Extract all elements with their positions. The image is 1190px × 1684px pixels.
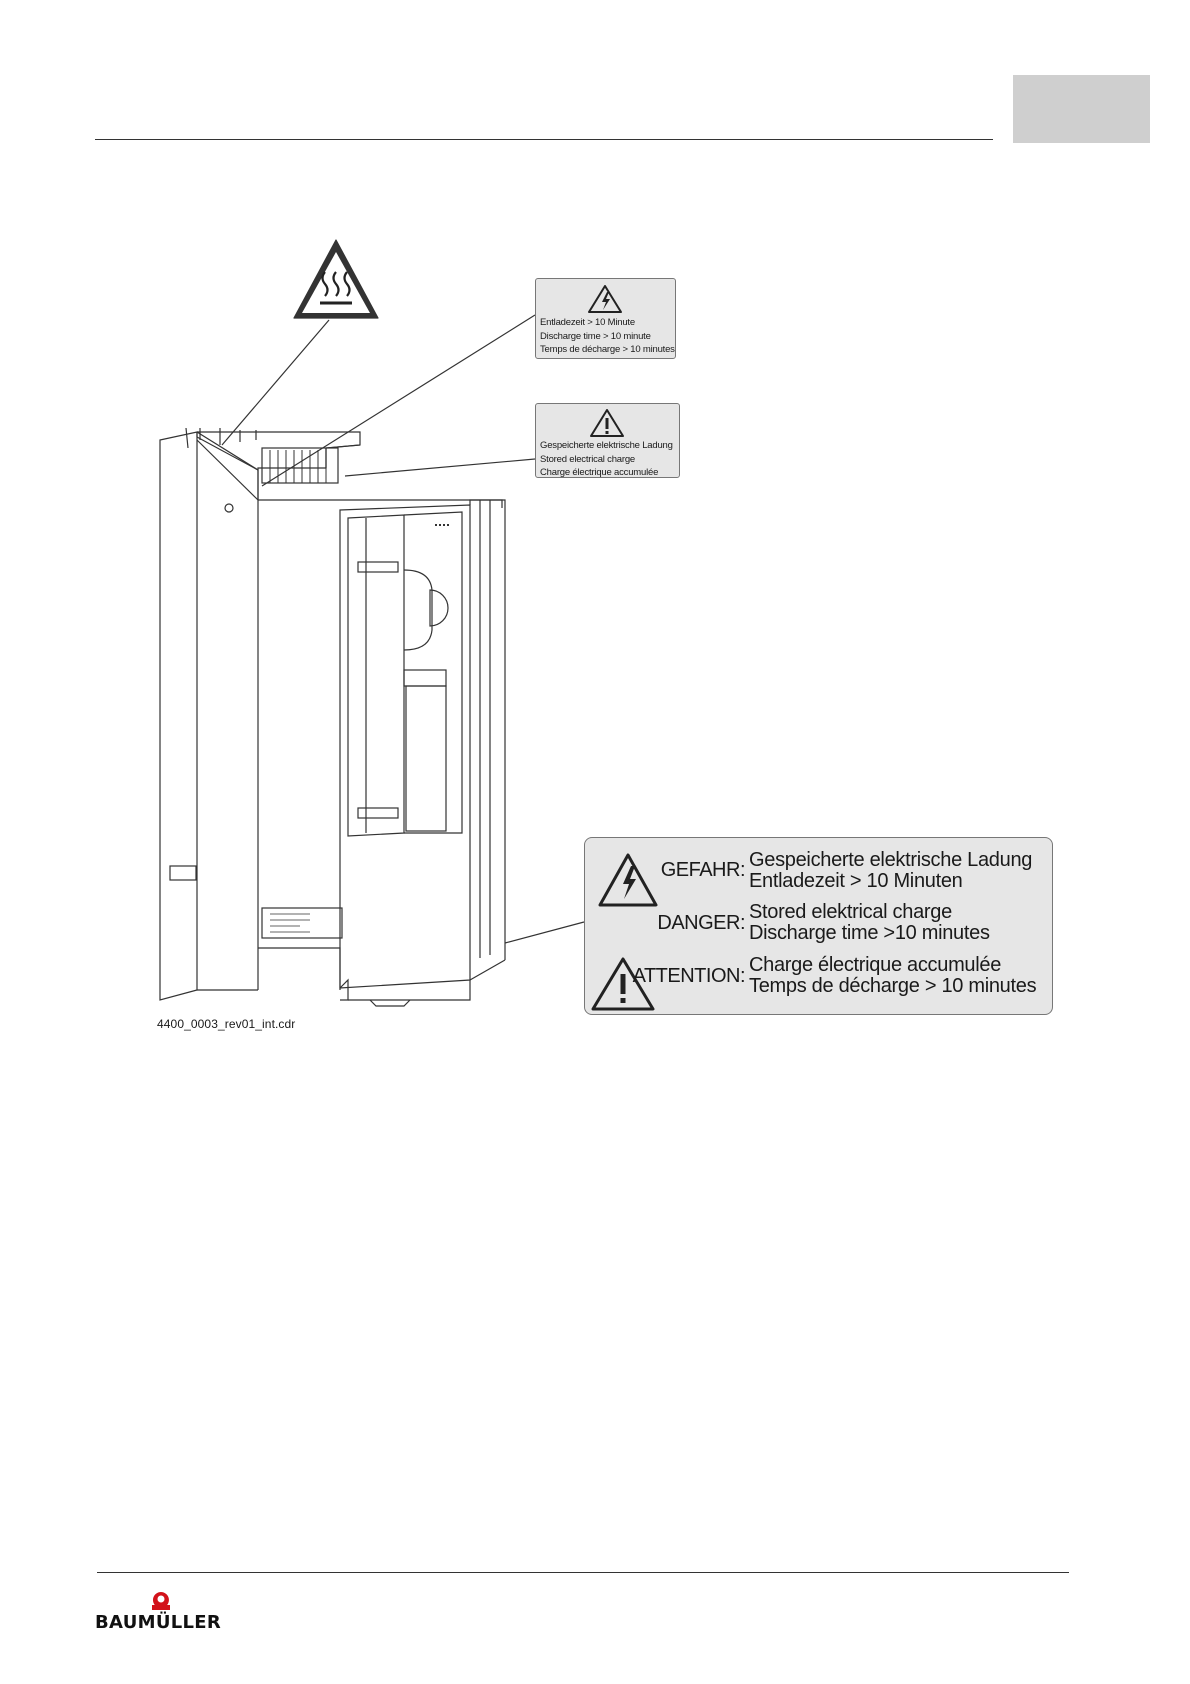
figure-caption: 4400_0003_rev01_int.cdr — [157, 1017, 296, 1031]
attention-line-2: Temps de décharge > 10 minutes — [749, 975, 1037, 997]
gefahr-keyword: GEFAHR: — [660, 859, 745, 881]
label-line: Stored electrical charge — [540, 453, 636, 465]
danger-line-2: Discharge time >10 minutes — [749, 922, 990, 944]
label-line: Temps de décharge > 10 minutes — [540, 344, 675, 355]
attention-line-1: Charge électrique accumulée — [749, 954, 1002, 976]
footer-rule — [97, 1572, 1069, 1573]
gefahr-line-2: Entladezeit > 10 Minuten — [749, 870, 963, 892]
label-line: Discharge time > 10 minute — [540, 330, 651, 342]
label-line: Charge électrique accumulée — [540, 467, 659, 478]
danger-line-1: Stored elektrical charge — [749, 901, 952, 923]
label-line: Gespeicherte elektrische Ladung — [540, 440, 673, 451]
high-voltage-icon — [587, 284, 623, 314]
warning-label — [584, 837, 1053, 1015]
hot-surface-warning-icon — [294, 240, 378, 318]
stored-charge-label — [535, 403, 680, 478]
gefahr-line-1: Gespeicherte elektrische Ladung — [749, 849, 1033, 871]
label-line: Entladezeit > 10 Minute — [540, 317, 635, 328]
exclamation-warning-icon — [589, 408, 625, 438]
attention-keyword: ATTENTION: — [632, 965, 745, 987]
discharge-time-label — [535, 278, 676, 359]
brand-name: BAUMÜLLER — [95, 1612, 222, 1633]
danger-keyword: DANGER: — [657, 912, 745, 934]
